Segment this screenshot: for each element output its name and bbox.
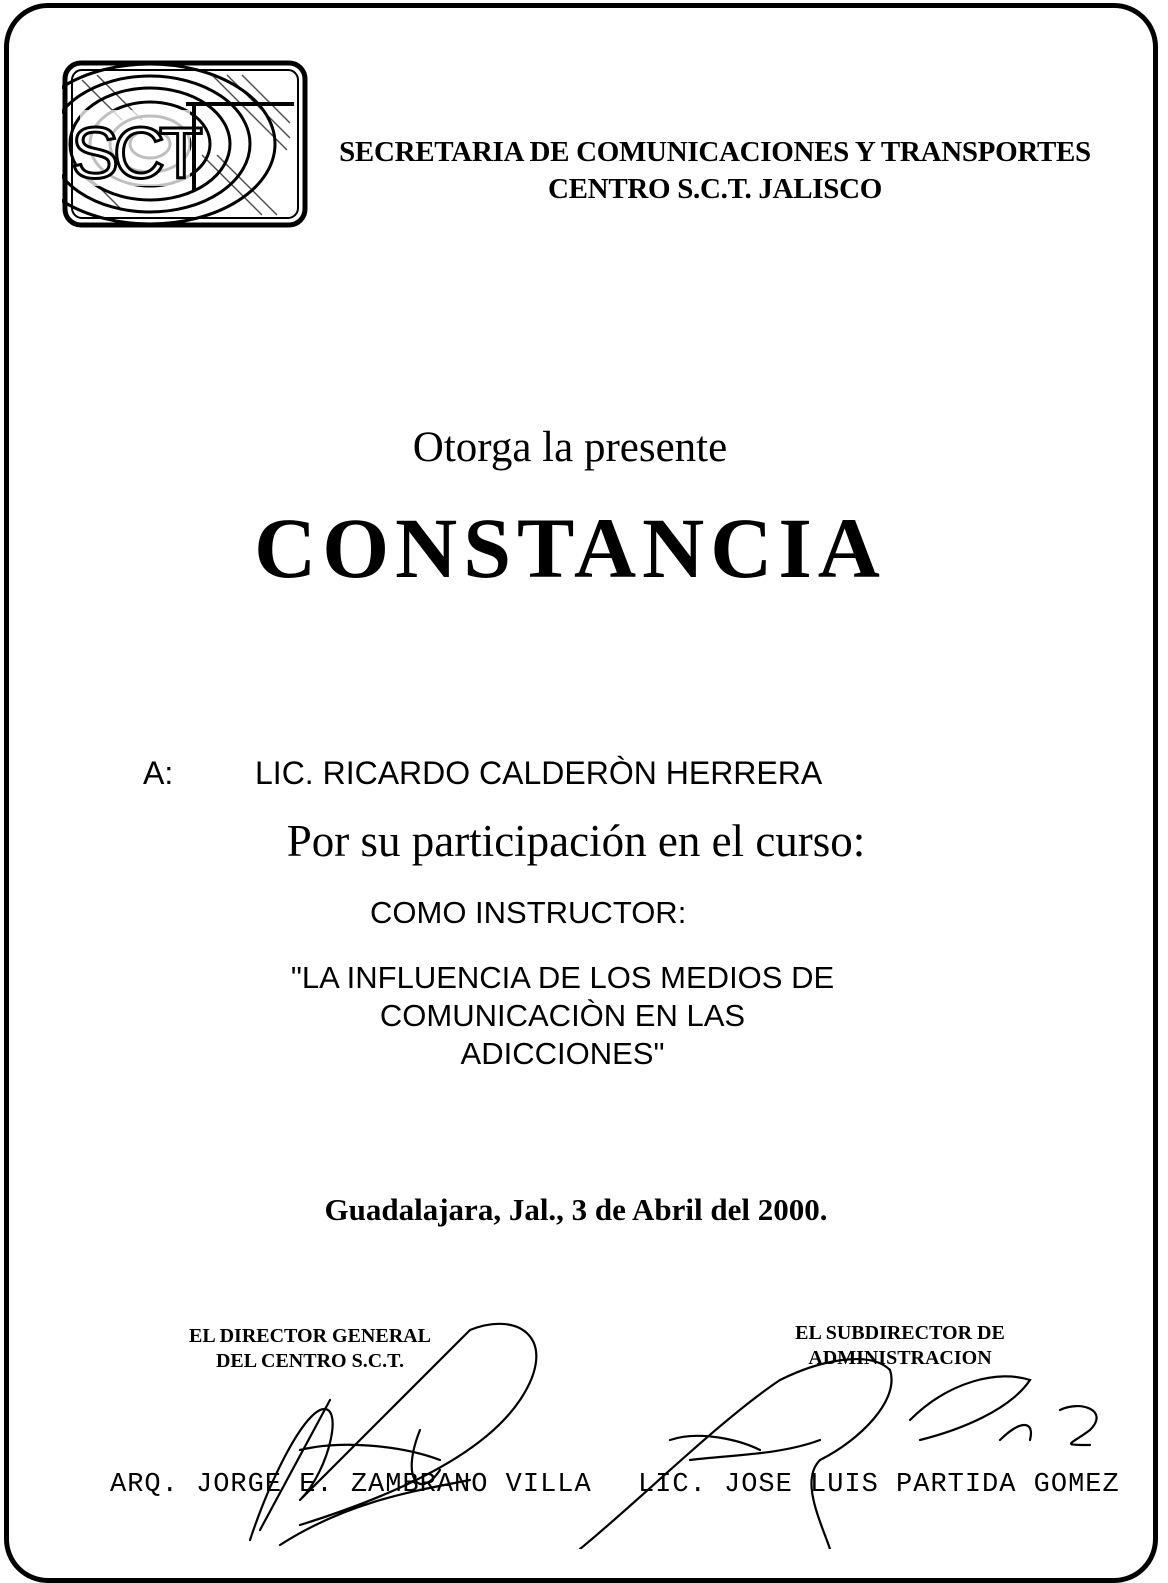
header-center: CENTRO S.C.T. JALISCO <box>548 173 882 205</box>
signatory-left-name: ARQ. JORGE E. ZAMBRANO VILLA <box>110 1470 592 1500</box>
signatory-right-title-line-2: ADMINISTRACION <box>808 1347 992 1369</box>
recipient-name: LIC. RICARDO CALDERÒN HERRERA <box>255 755 823 791</box>
sct-logo <box>62 60 308 228</box>
signatory-right-title <box>760 1321 1040 1371</box>
course-title-line-1: "LA INFLUENCIA DE LOS MEDIOS DE <box>290 960 835 995</box>
sct-logo-text: SCT <box>71 114 197 194</box>
course-title-line-2: COMUNICACIÒN EN LAS <box>379 998 746 1033</box>
signatory-left-title-line-1: EL DIRECTOR GENERAL <box>189 1325 431 1347</box>
signatory-left-title <box>160 1324 460 1374</box>
recipient-label: A: <box>143 755 174 791</box>
course-title-line-3: ADICCIONES" <box>460 1036 665 1071</box>
header-agency: SECRETARIA DE COMUNICACIONES Y TRANSPORTES <box>339 136 1091 168</box>
place-date: Guadalajara, Jal., 3 de Abril del 2000. <box>324 1192 828 1227</box>
signatory-left-title-line-2: DEL CENTRO S.C.T. <box>215 1350 404 1372</box>
intro-text: Otorga la presente <box>412 424 728 471</box>
participation-text: Por su participación en el curso: <box>286 816 866 866</box>
role-text: COMO INSTRUCTOR: <box>370 895 687 930</box>
signatory-right-title-line-1: EL SUBDIRECTOR DE <box>795 1322 1005 1344</box>
signatory-right-name: LIC. JOSE LUIS PARTIDA GOMEZ <box>638 1470 1120 1500</box>
document-title: CONSTANCIA <box>254 500 886 596</box>
